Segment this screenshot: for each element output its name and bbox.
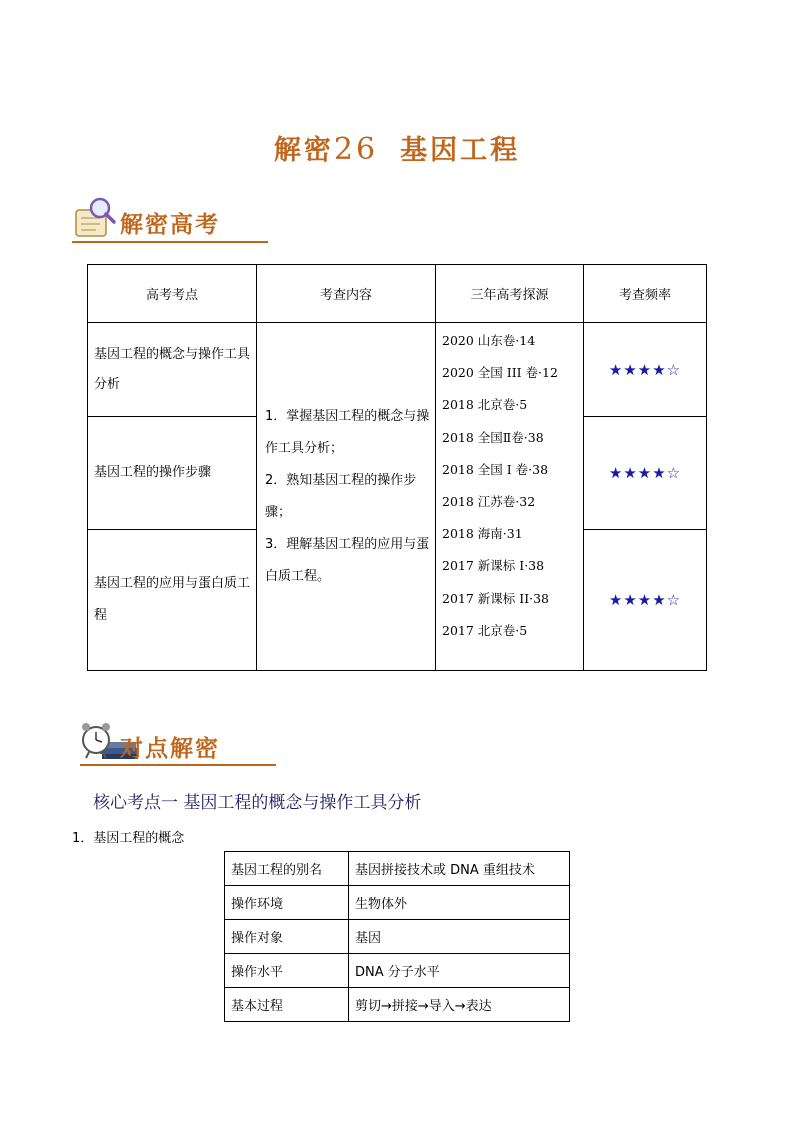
value-cell: DNA 分子水平 (349, 954, 570, 988)
header-cell: 三年高考探源 (436, 265, 584, 323)
table-row (225, 954, 570, 988)
core-point-title: 核心考点一 基因工程的概念与操作工具分析 (93, 793, 422, 813)
concept-table (224, 851, 570, 1022)
table-row (225, 920, 570, 954)
table-row (225, 988, 570, 1022)
table-row (225, 886, 570, 920)
header-cell: 高考考点 (88, 265, 257, 323)
value-cell: 生物体外 (349, 886, 570, 920)
value-cell: 剪切→拼接→导入→表达 (349, 988, 570, 1022)
topic-cell: 基因工程的操作步骤 (88, 417, 257, 530)
section-header-jiemi-gaokao (72, 196, 272, 256)
section-underline (80, 764, 276, 766)
key-cell: 基因工程的别名 (225, 852, 349, 886)
table-header-row (88, 265, 707, 323)
page-title: 解密26 基因工程 (273, 132, 521, 167)
topic-cell: 基因工程的应用与蛋白质工程 (88, 530, 257, 671)
magnifier-notebook-icon (72, 196, 118, 240)
header-cell: 考查内容 (257, 265, 436, 323)
value-cell: 基因拼接技术或 DNA 重组技术 (349, 852, 570, 886)
header-cell: 考查频率 (584, 265, 707, 323)
section-label: 解密高考 (120, 212, 220, 238)
key-cell: 操作对象 (225, 920, 349, 954)
exam-points-table (87, 264, 707, 671)
section-underline (72, 241, 268, 243)
item-title: 1．基因工程的概念 (72, 831, 185, 846)
table-row (225, 852, 570, 886)
key-cell: 基本过程 (225, 988, 349, 1022)
section-header-duidian-jiemi (80, 720, 280, 780)
key-cell: 操作水平 (225, 954, 349, 988)
section-label: 对点解密 (120, 736, 220, 762)
key-cell: 操作环境 (225, 886, 349, 920)
topic-cell: 基因工程的概念与操作工具分析 (88, 323, 257, 417)
content-cell: 1．掌握基因工程的概念与操 作工具分析； 2．熟知基因工程的操作步骤； 3．理解基因工程的应用与蛋 白质工程。 (257, 323, 436, 671)
frequency-stars: ★★★★☆ (584, 323, 707, 417)
sources-cell: 2020 山东卷·14 2020 全国 III 卷·12 2018 北京卷·5 2018 全国Ⅱ卷·38 2018 全国 I 卷·38 2018 江苏卷·32 2018 海南·31 2017 新课标 I·38 2017 新课标 II·38 2017 北京卷·5 (436, 323, 584, 671)
table-row (88, 323, 707, 417)
frequency-stars: ★★★★☆ (584, 530, 707, 671)
frequency-stars: ★★★★☆ (584, 417, 707, 530)
value-cell: 基因 (349, 920, 570, 954)
